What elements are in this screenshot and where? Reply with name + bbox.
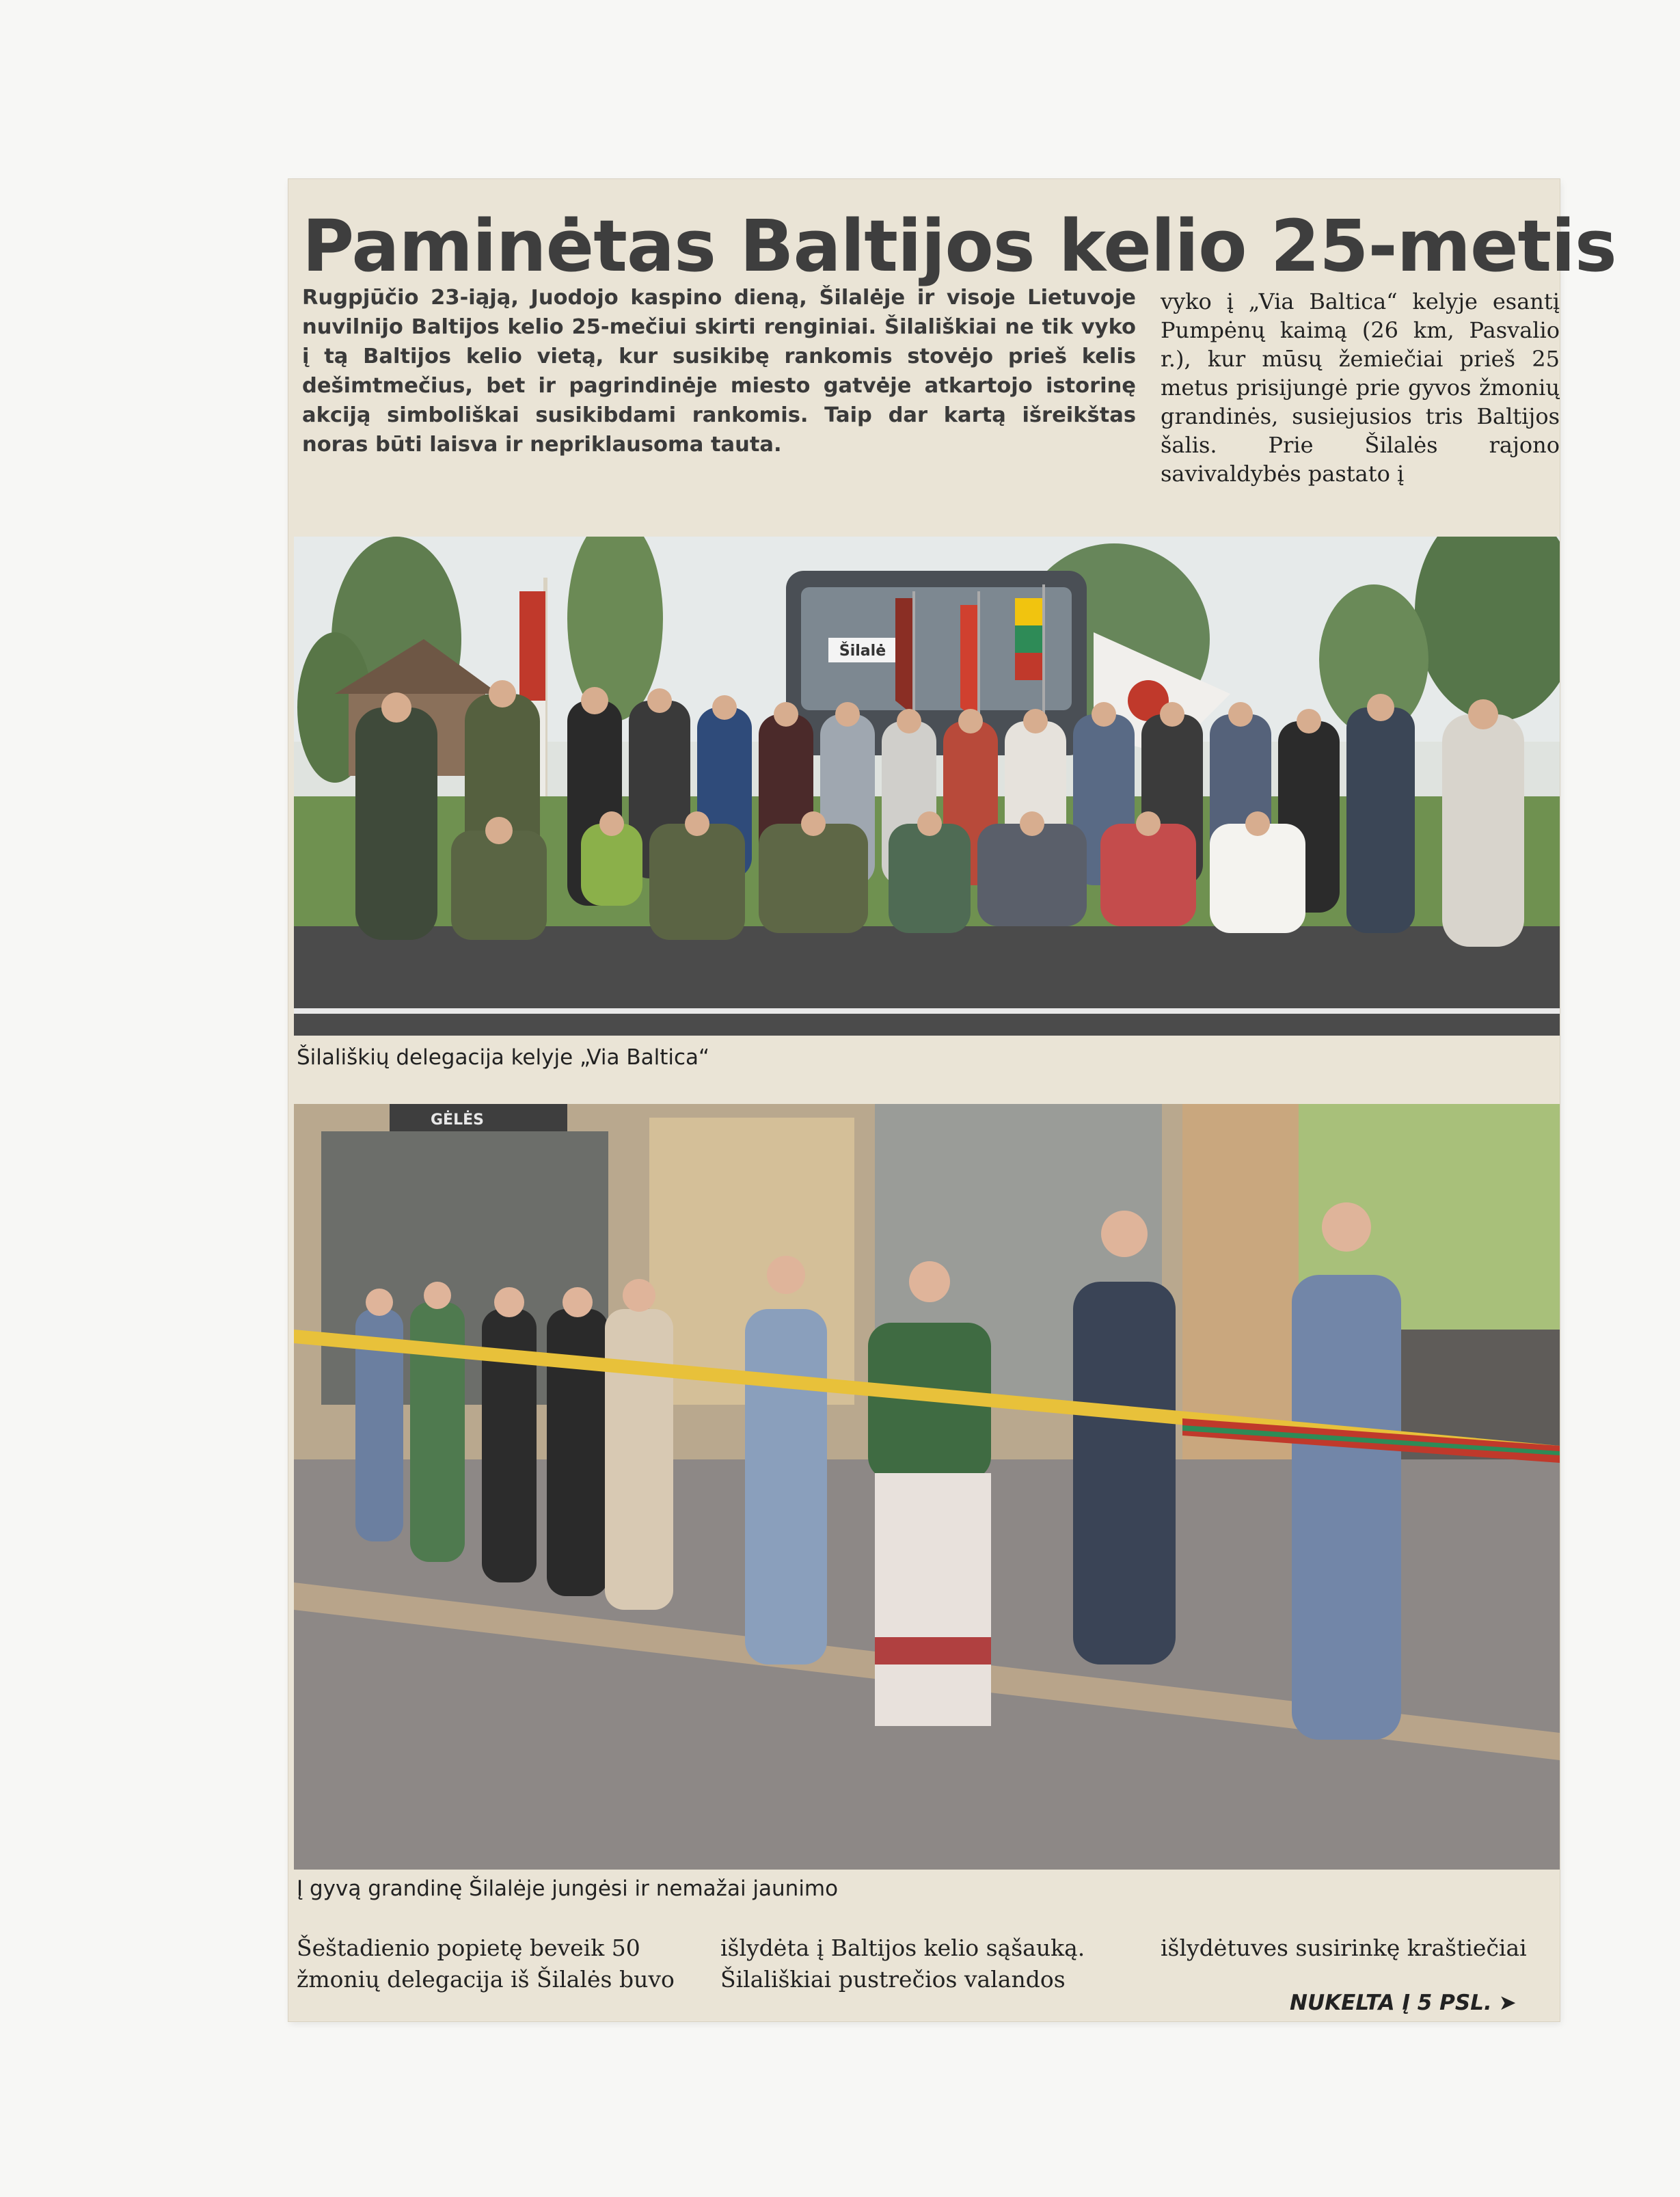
continued-text: NUKELTA Į 5 PSL. — [1290, 1991, 1492, 2015]
article-right-column: vyko į „Via Baltica“ kelyje esantį Pumpėnų kaimą (26 km, Pasvalio r.), kur mūsų žemiečiai prieš 25 metus prisijungė prie gyvos žmonių grandinės, susiejusios tris Baltijos šalis. Prie Šilalės rajono savivaldybės pastato į — [1161, 288, 1560, 487]
body-column-3: išlydėtuves susirinkę kraštiečiai — [1161, 1935, 1527, 1961]
continued-note — [1290, 1991, 1517, 2015]
youth-chain-photo — [294, 1104, 1560, 1870]
delegation-photo-caption: Šilališkių delegacija kelyje „Via Baltica“ — [297, 1045, 710, 1070]
article-lead: Rugpjūčio 23-iąją, Juodojo kaspino dieną, Šilalėje ir visoje Lietuvoje nuvilnijo Baltijos kelio 25-mečiui skirti renginiai. Šilališkiai ne tik vyko į tą Baltijos kelio vietą, kur susikibę rankomis stovėjo prieš kelis dešimtmečius, bet ir pagrindinėje miesto gatvėje atkartojo istorinę akciją simboliškai susikibdami rankomis. Taip dar kartą išreikštas noras būti laisva ir nepriklausoma tauta. — [302, 286, 1136, 457]
article-headline: Paminėtas Baltijos kelio 25-metis — [302, 204, 1616, 288]
youth-chain-photo-caption: Į gyvą grandinę Šilalėje jungėsi ir nemažai jaunimo — [297, 1876, 839, 1901]
body-column-2: išlydėta į Baltijos kelio sąšauką. Šilališkiai pustrečios valandos — [720, 1935, 1085, 1993]
bus-sign-text: Šilalė — [839, 643, 886, 660]
delegation-photo — [294, 537, 1560, 1036]
body-column-1: Šeštadienio popietę beveik 50 žmonių delegacija iš Šilalės buvo — [297, 1935, 675, 1993]
newspaper-clipping — [288, 179, 1616, 2021]
arrow-right-icon: ➤ — [1498, 1991, 1517, 2015]
shop-sign-text: GĖLĖS — [431, 1111, 484, 1129]
